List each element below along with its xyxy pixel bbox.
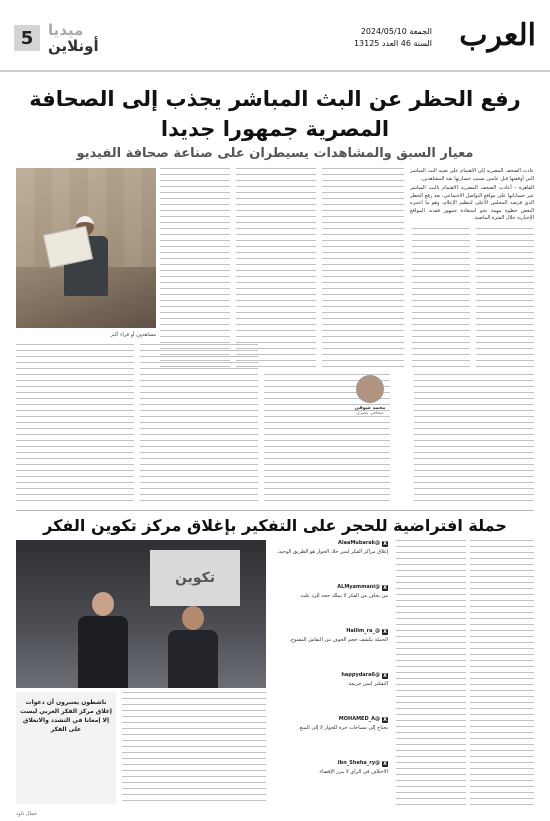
story2-text-column-3 — [470, 540, 534, 808]
story1-headline: رفع الحظر عن البث المباشر يجذب إلى الصحافة المصرية جمهورا جديدا — [29, 87, 521, 141]
story1-lead-paragraph — [410, 168, 534, 224]
tweet-item — [270, 628, 388, 644]
tweet-handle: @ALMyammani — [337, 584, 380, 590]
tweet-handle: @happydara6 — [341, 672, 380, 678]
story1-lead-text: عادت الصحف المصرية إلى الاهتمام على تقنية البث المباشر التي أوقفتها قبل عامين بسبب خسارتها ثقة المشاهدين. — [410, 168, 534, 182]
masthead — [0, 0, 550, 72]
story1-body-text: القاهرة - أعادت الصحف المصرية الاهتمام بالبث المباشر عبر حساباتها على مواقع التواصل الاجتماعي، بعد رفع الحظر الذي فرضه المجلس الأعلى لتنظيم الإعلام، وهو ما اعتبره البعض خطوة مهمة نحو استعادة جمهور فقدته المواقع الإخبارية خلال الفترة الماضية. — [410, 185, 534, 221]
author-avatar — [356, 375, 384, 403]
x-icon: X — [383, 760, 387, 767]
story1-subhead: معيار السبق والمشاهدات يسيطران على صناعة صحافة الفيديو — [76, 146, 474, 161]
tweet-text: من يخاف من الفكر لا يملك حجة للرد عليه. — [299, 593, 388, 599]
x-icon: X — [383, 584, 387, 591]
page-number: 5 — [14, 25, 40, 51]
author-name: محمد شوقي — [354, 405, 386, 411]
story2-pull-quote: ناشطون يعتبرون أن دعوات إغلاق مركز الفكر العربي ليست إلا إمعانا في التشدد والانغلاق على الفكر — [20, 699, 112, 733]
issue-number: السنة 46 العدد 13125 — [353, 39, 432, 48]
tweet-text: الحملة تكشف حجم الخوف من النقاش المفتوح. — [289, 637, 388, 643]
story1-text-column-7 — [140, 344, 258, 504]
section-header — [14, 22, 99, 54]
takween-screen-logo: تكوين — [150, 550, 240, 606]
story1-text-column-9 — [414, 374, 534, 504]
issue-date: الجمعة 2024/05/10 — [360, 27, 432, 36]
tweet-handle: @Ibn_Sheha_ry — [337, 760, 380, 766]
story1-text-column-6 — [16, 344, 134, 504]
story-divider — [16, 510, 534, 511]
tweet-text: نحتاج إلى مساحات حرة للحوار لا إلى المنع. — [298, 725, 388, 731]
tweet-text: الاختلاف في الرأي لا يبرر الإقصاء. — [318, 769, 388, 775]
tweet-handle: @AlaaMubarak — [338, 540, 380, 546]
tweet-handle: @_Hallim_ra — [346, 628, 380, 634]
story1-text-column-1 — [476, 228, 534, 368]
section-label-line2: أونلاين — [48, 37, 99, 55]
tweet-item — [270, 760, 388, 776]
story2-headline: حملة افتراضية للحجر على التفكير بإغلاق مركز تكوين الفكر — [43, 516, 507, 535]
story1-text-column-4 — [236, 168, 316, 368]
x-icon: X — [383, 540, 387, 547]
tweet-item — [270, 584, 388, 600]
section-label — [48, 22, 99, 54]
story1-text-column-3 — [322, 168, 404, 368]
story2-photo-panel-discussion — [16, 540, 266, 688]
x-icon: X — [383, 716, 387, 723]
tweet-item — [270, 672, 388, 688]
author-role: صحافي مصري — [356, 411, 384, 416]
story2-text-column-1 — [122, 692, 266, 804]
section-label-line1: ميديا — [48, 21, 84, 39]
story2-tweets-column — [270, 540, 388, 808]
tweet-item — [270, 716, 388, 732]
photo-credit: جمال داود — [16, 811, 37, 817]
story1-photo-caption: مشاهدون أو قراء أكثر — [110, 332, 156, 338]
x-icon: X — [383, 672, 387, 679]
tweet-text: التفكير ليس جريمة. — [347, 681, 388, 687]
tweet-handle: @MOHAMED_A — [338, 716, 380, 722]
newspaper-logo: العرب — [459, 18, 536, 53]
tweet-text: إغلاق مراكز الفكر ليس حلا، الحوار هو الطريق الوحيد. — [277, 549, 388, 555]
x-icon: X — [383, 628, 387, 635]
tweet-item — [270, 540, 388, 556]
story1-photo-man-reading-newspaper — [16, 168, 156, 328]
issue-info — [354, 26, 432, 50]
story2-pull-quote-box — [16, 692, 116, 804]
story2-text-column-2 — [396, 540, 466, 808]
story1-byline — [340, 375, 400, 416]
story1-text-column-2 — [412, 228, 470, 368]
story1-text-column-5 — [160, 168, 230, 368]
